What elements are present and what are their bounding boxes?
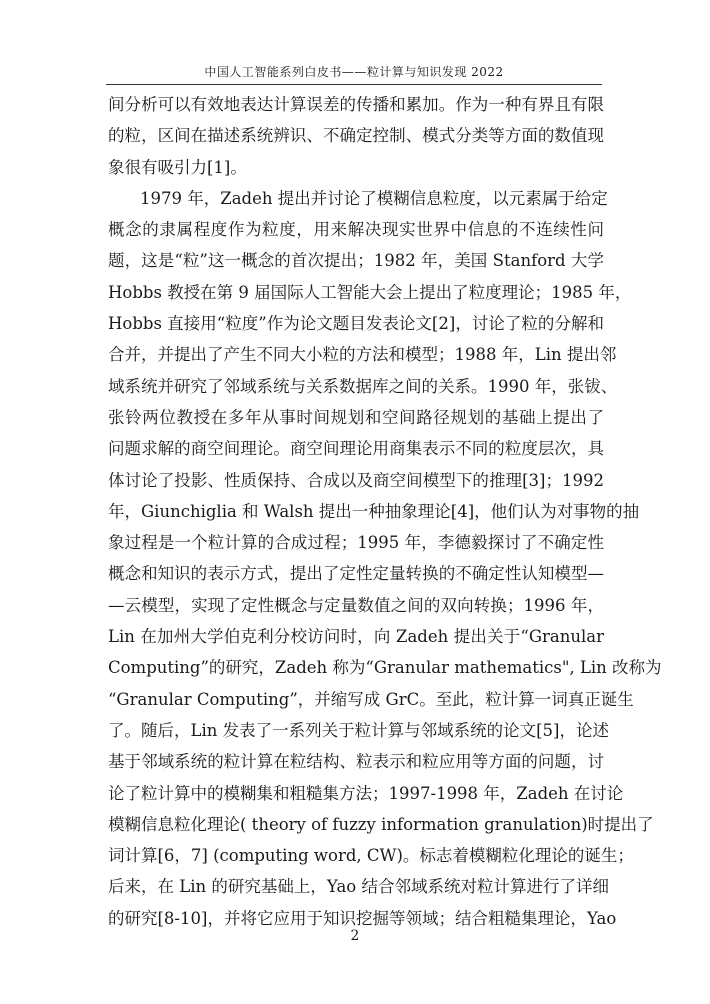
text-line: 词计算[6，7] (computing word, CW)。标志着模糊粒化理论的诞生； <box>108 846 634 866</box>
text-line: 合并，并提出了产生不同大小粒的方法和模型；1988 年，Lin 提出邻 <box>108 345 617 365</box>
text-line: 张铃两位教授在多年从事时间规划和空间路径规划的基础上提出了 <box>108 407 604 427</box>
text-line: —云模型，实现了定性概念与定量数值之间的双向转换；1996 年， <box>108 595 604 615</box>
text-line: Lin 在加州大学伯克利分校访问时，向 Zadeh 提出关于“Granular <box>108 627 604 647</box>
header-rule <box>106 84 602 85</box>
text-line: Computing”的研究，Zadeh 称为“Granular mathematics", Lin 改称为 <box>108 658 662 678</box>
text-line: 概念和知识的表示方式，提出了定性定量转换的不确定性认知模型— <box>108 564 604 584</box>
text-line: 年，Giunchiglia 和 Walsh 提出一种抽象理论[4]，他们认为对事物的抽 <box>108 501 640 521</box>
text-line: Hobbs 直接用“粒度”作为论文题目发表论文[2]，讨论了粒的分解和 <box>108 314 604 334</box>
text-line: 概念的隶属程度作为粒度，用来解决现实世界中信息的不连续性问 <box>108 220 604 240</box>
running-header: 中国人工智能系列白皮书——粒计算与知识发现 2022 <box>204 65 504 79</box>
text-line: 象过程是一个粒计算的合成过程；1995 年，李德毅探讨了不确定性 <box>108 533 604 553</box>
text-line: 的研究[8-10]，并将它应用于知识挖掘等领域；结合粗糙集理论，Yao <box>108 908 617 928</box>
text-line: 域系统并研究了邻域系统与关系数据库之间的关系。1990 年，张钹、 <box>108 376 618 396</box>
text-line: 了。随后，Lin 发表了一系列关于粒计算与邻域系统的论文[5]，论述 <box>108 720 609 740</box>
text-line: 后来，在 Lin 的研究基础上，Yao 结合邻域系统对粒计算进行了详细 <box>108 877 609 897</box>
text-line: 1979 年，Zadeh 提出并讨论了模糊信息粒度，以元素属于给定 <box>140 188 608 208</box>
text-line: 象很有吸引力[1]。 <box>108 157 247 177</box>
text-line: 问题求解的商空间理论。商空间理论用商集表示不同的粒度层次，具 <box>108 439 604 459</box>
text-line: Hobbs 教授在第 9 届国际人工智能大会上提出了粒度理论；1985 年， <box>108 282 632 302</box>
text-line: 间分析可以有效地表达计算误差的传播和累加。作为一种有界且有限 <box>108 95 604 114</box>
text-line: 题，这是“粒”这一概念的首次提出；1982 年，美国 Stanford 大学 <box>108 251 604 271</box>
text-line: “Granular Computing”，并缩写成 GrC。至此，粒计算一词真正诞生 <box>108 689 634 709</box>
text-line: 模糊信息粒化理论( theory of fuzzy information granulation)时提出了 <box>108 814 654 834</box>
text-line: 论了粒计算中的模糊集和粗糙集方法；1997-1998 年，Zadeh 在讨论 <box>108 783 624 803</box>
page-number: 2 <box>350 928 360 944</box>
text-line: 体讨论了投影、性质保持、合成以及商空间模型下的推理[3]；1992 <box>108 470 604 490</box>
text-line: 基于邻域系统的粒计算在粒结构、粒表示和粒应用等方面的问题，讨 <box>108 752 604 772</box>
text-line: 的粒，区间在描述系统辨识、不确定控制、模式分类等方面的数值现 <box>108 126 604 146</box>
page-body <box>108 89 662 934</box>
